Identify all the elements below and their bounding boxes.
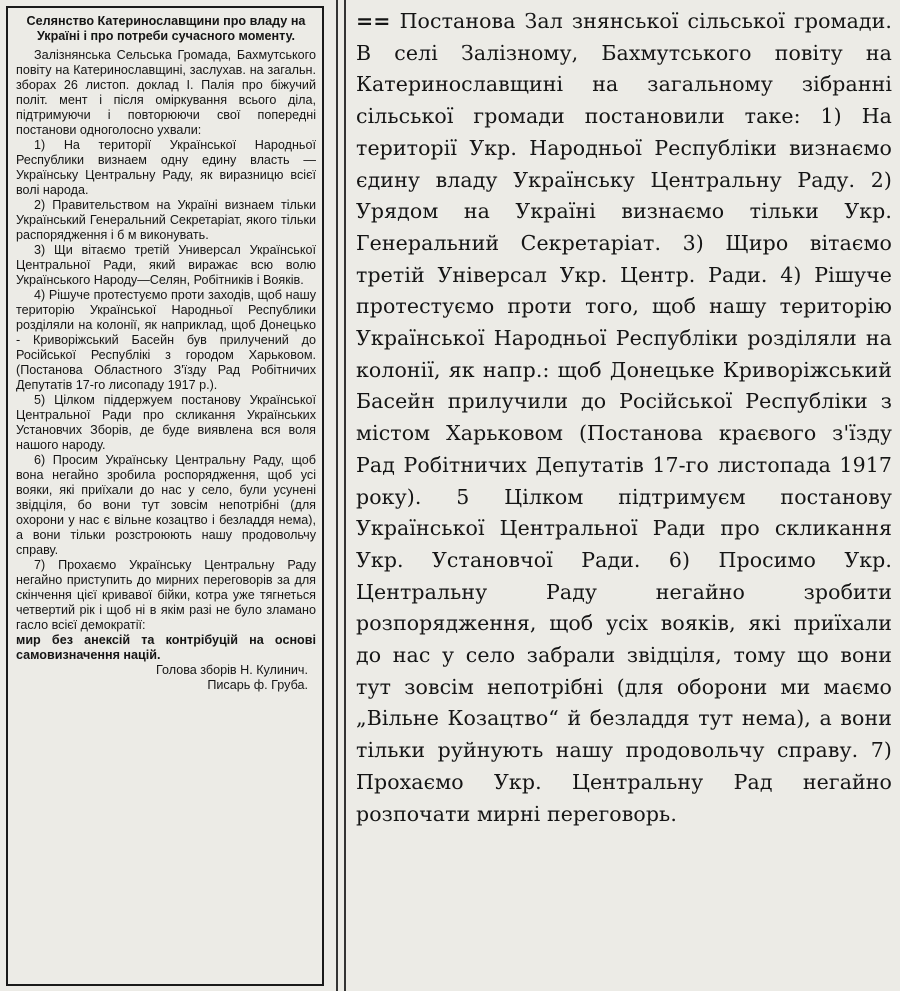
right-article-dash: == <box>356 9 391 33</box>
resolution-point-4: 4) Рішуче протестуємо проти заходів, щоб нашу територію Української Народньої Республики розділяли на колонії, як наприклад, щоб Донецько - Криворіжський Басейн був прилучений до Російської Республікі з городом Харьковом. (Постанова Областного З'їзду Рад Робітничих Депутатів 17-го лисопаду 1917 р.). <box>16 288 316 392</box>
signature-chairman: Голова зборів Н. Кулинич. <box>156 663 308 677</box>
resolution-slogan: мир без анексій та контрібуцій на основі самовизначення націй. <box>16 633 316 662</box>
resolution-point-7: 7) Прохаємо Українську Центральну Раду негайно приступить до мирних переговорів за для скінчення цієї кривавої бійки, котра уже тягнеться четвертий рік і щоб ні в якім разі не було зламано гасло всієї демократії: <box>16 558 316 632</box>
resolution-point-1: 1) На території Української Народньої Республики визнаем одну едину власть — Українську Центральну Раду, як виразницю всієї волі народа. <box>16 138 316 197</box>
resolution-point-6: 6) Просим Українську Центральну Раду, щоб вона негайно зробила роспорядження, щоб усі вояки, які приїхали до нас у село, були усунені звідціля, бо вони тут зовсім непотрібні (для охорони у нас є вільне козацтво і безладдя нема), а вони тільки розстроюють нашу продовольчу справу. <box>16 453 316 557</box>
left-article-intro: Залізнянська Сельська Громада, Бахмутського повіту на Катеринославщині, заслухав. на загальн. зборах 26 листоп. доклад І. Палія про біжучий політ. мент і після оміркування всього діла, підтримуючи і повторюючи свої попередні постанови одноголосно ухвали: <box>16 48 316 137</box>
right-article-body <box>356 6 892 830</box>
resolution-point-2: 2) Правительством на Україні визнаем тільки Український Генеральний Секретаріат, якого тільки распорядження і б м виконувать. <box>16 198 316 242</box>
resolution-point-3: 3) Щи вітаємо третій Универсал Української Центральної Ради, який виражає всю волю Українського Народу—Селян, Робітників і Вояків. <box>16 243 316 287</box>
resolution-point-5: 5) Цілком піддержуем постанову Української Центральної Ради про скликання Українських Установчих Зборів, де буде виявлена вся воля нашого народу. <box>16 393 316 452</box>
column-divider <box>336 0 346 991</box>
left-article <box>6 6 324 986</box>
right-article <box>356 6 892 986</box>
signature-clerk: Писарь ф. Груба. <box>207 678 308 692</box>
left-article-headline: Селянство Катеринославщини про владу на Україні і про потреби сучасного моменту. <box>26 14 306 43</box>
right-article-text: Постанова Зал знянської сільської громади. В селі Залізному, Бахмутського повіту на Катеринославщині на загальному зібранні сільської громади постановили таке: 1) На території Укр. Народньої Республіки визнаємо єдину владу Українську Центральну Раду. 2) Урядом на Україні визнаємо тільки Укр. Генеральний Секретаріат. 3) Щиро вітаємо третій Універсал Укр. Центр. Ради. 4) Рішуче протестуємо проти того, щоб нашу територію Української Народньої Республіки розділяли на колонії, як напр.: щоб Донецьке Криворіжський Басейн прилучили до Російської Республіки з містом Харьковом (Постанова краєвого з'їзду Рад Робітничих Депутатів 17-го листопада 1917 року). 5 Цілком підтримуєм постанову Української Центральної Ради про скликання Укр. Установчої Ради. 6) Просимо Укр. Центральну Раду негайно зробити розпорядження, щоб усіх вояків, які приїхали до нас у село забрали звідціля, тому що вони тут зовсім непотрібні (для оборони ми маємо „Вільне Козацтво“ й безладдя тут нема), а вони тільки руйнують нашу продовольчу справу. 7) Прохаємо Укр. Центральну Рад негайно розпочати мирні переговорь. <box>356 9 892 826</box>
